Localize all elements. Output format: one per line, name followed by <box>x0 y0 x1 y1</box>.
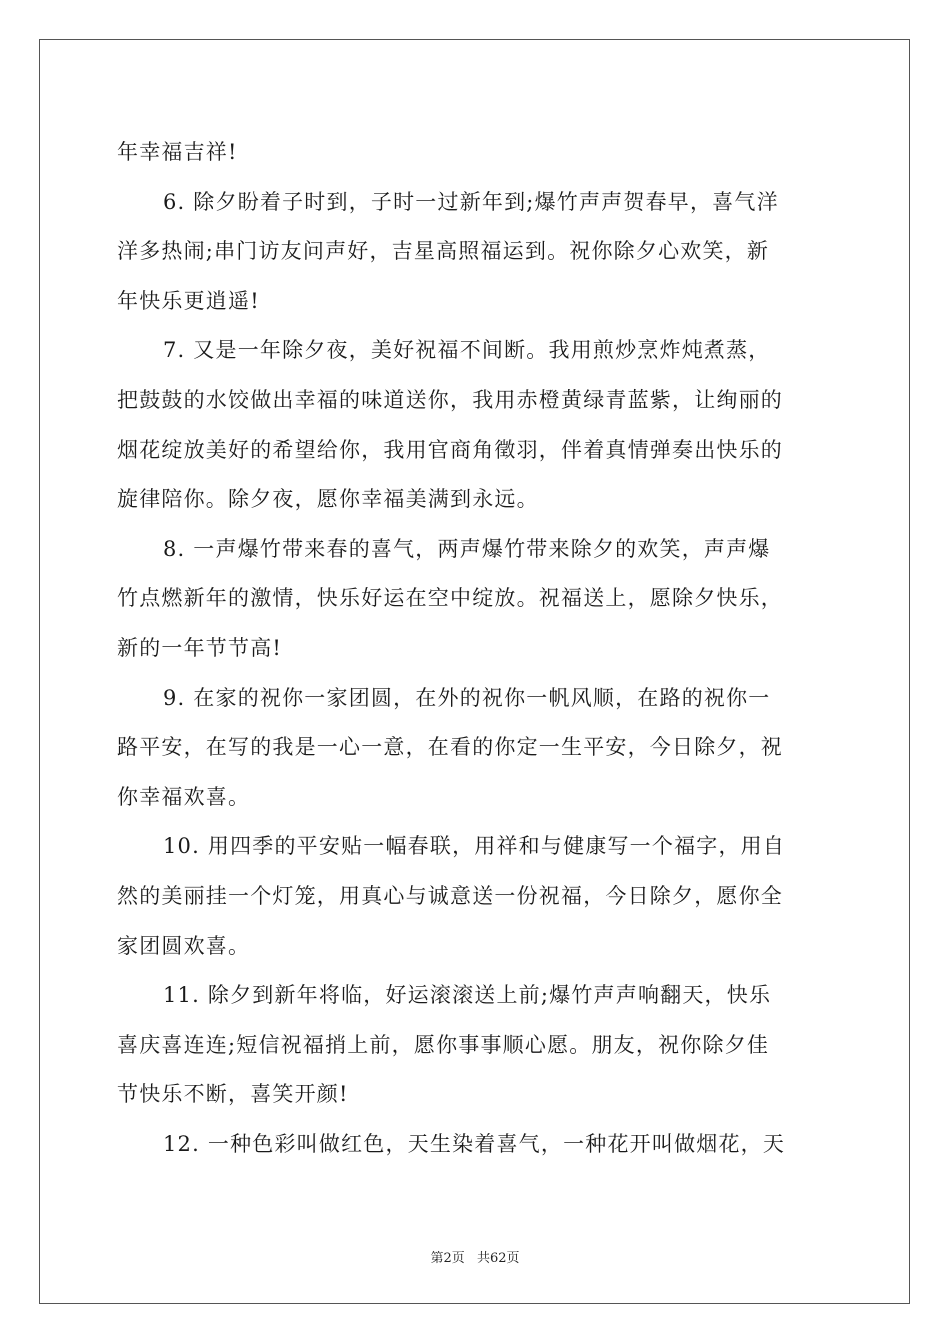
text-line: 竹点燃新年的激情，快乐好运在空中绽放。祝福送上，愿除夕快乐， <box>117 586 783 611</box>
paragraph <box>117 822 833 971</box>
text-line: 旋律陪你。除夕夜，愿你幸福美满到永远。 <box>117 487 539 512</box>
text-line: 然的美丽挂一个灯笼，用真心与诚意送一份祝福，今日除夕，愿你全 <box>117 883 783 908</box>
text-line: 家团圆欢喜。 <box>117 933 251 958</box>
text-line: 年快乐更逍遥! <box>117 288 260 313</box>
text-line: 8. 一声爆竹带来春的喜气，两声爆竹带来除夕的欢笑，声声爆 <box>163 536 771 561</box>
text-line: 9. 在家的祝你一家团圆，在外的祝你一帆风顺，在路的祝你一 <box>163 685 771 710</box>
current-page-number: 第2页 <box>430 1251 465 1266</box>
paragraph <box>117 178 833 327</box>
total-page-count: 共62页 <box>476 1251 520 1266</box>
paragraph <box>117 128 833 178</box>
text-line: 7. 又是一年除夕夜，美好祝福不间断。我用煎炒烹炸炖煮蒸， <box>163 338 771 363</box>
paragraph <box>117 971 833 1120</box>
text-line: 路平安，在写的我是一心一意，在看的你定一生平安，今日除夕，祝 <box>117 735 783 760</box>
text-line: 节快乐不断，喜笑开颜! <box>117 1082 349 1107</box>
text-line: 喜庆喜连连;短信祝福捎上前，愿你事事顺心愿。朋友，祝你除夕佳 <box>117 1032 770 1057</box>
text-line: 12. 一种色彩叫做红色，天生染着喜气，一种花开叫做烟花，天 <box>163 1131 786 1156</box>
text-line: 你幸福欢喜。 <box>117 784 251 809</box>
text-line: 10. 用四季的平安贴一幅春联，用祥和与健康写一个福字，用自 <box>163 834 786 859</box>
page-footer <box>0 1247 950 1266</box>
text-line: 把鼓鼓的水饺做出幸福的味道送你，我用赤橙黄绿青蓝紫，让绚丽的 <box>117 387 783 412</box>
text-line: 11. 除夕到新年将临，好运滚滚送上前;爆竹声声响翻天，快乐 <box>163 983 772 1008</box>
paragraph <box>117 525 833 674</box>
paragraph <box>117 674 833 823</box>
text-line: 年幸福吉祥! <box>117 140 238 164</box>
paragraph <box>117 1120 833 1170</box>
text-line: 洋多热闹;串门访友问声好，吉星高照福运到。祝你除夕心欢笑，新 <box>117 239 770 264</box>
paragraph <box>117 326 833 524</box>
text-line: 新的一年节节高! <box>117 635 283 660</box>
text-line: 6. 除夕盼着子时到，子时一过新年到;爆竹声声贺春早，喜气洋 <box>163 189 779 214</box>
text-line: 烟花绽放美好的希望给你，我用官商角徵羽，伴着真情弹奏出快乐的 <box>117 437 783 462</box>
document-body <box>117 128 833 1169</box>
